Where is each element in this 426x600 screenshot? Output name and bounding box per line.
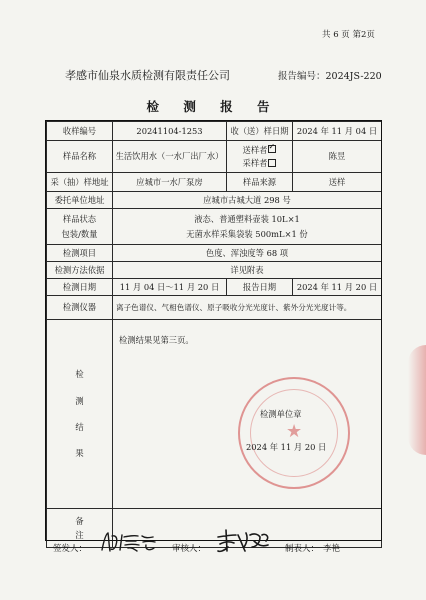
result-label-char-3: 结 <box>75 422 84 432</box>
company-name: 孝感市仙泉水质检测有限责任公司 <box>65 69 230 82</box>
test-basis-value: 详见附表 <box>113 262 382 279</box>
report-number: 报告编号：2024JS-220 <box>278 71 382 82</box>
sample-state-value-2: 无菌水样采集袋装 500mL×1 份 <box>186 228 308 239</box>
report-date-label: 报告日期 <box>227 279 293 296</box>
report-table <box>46 121 382 548</box>
preparer-name: 李艳 <box>323 544 341 554</box>
seal-star-icon: ★ <box>286 421 303 442</box>
page-number: 共 6 页 第2页 <box>322 30 375 40</box>
checkbox-checked-icon <box>268 145 276 153</box>
issuer-label: 签发人： <box>53 544 88 554</box>
reviewer-label: 审核人： <box>172 544 207 554</box>
sample-no-label: 收样编号 <box>47 122 113 141</box>
edge-seal-stamp <box>408 345 426 455</box>
instruments-value: 离子色谱仪、气相色谱仪、原子吸收分光光度计、紫外分光光度计等。 <box>113 296 382 320</box>
remarks-label-char-1: 备 <box>75 516 84 527</box>
client-address-label: 委托单位地址 <box>47 192 113 209</box>
sampling-place-value: 应城市一水厂泵房 <box>113 173 227 192</box>
sender-label: 送样者 <box>242 144 268 155</box>
test-date-label: 检测日期 <box>47 279 113 296</box>
sample-state-label-2: 包装/数量 <box>61 228 98 239</box>
sampling-place-label: 采（抽）样地址 <box>47 173 113 192</box>
sample-no-value: 20241104-1253 <box>113 122 227 141</box>
report-date-value: 2024 年 11 月 20 日 <box>293 279 382 296</box>
sample-name-label: 样品名称 <box>47 141 113 173</box>
test-date-value: 11 月 04 日～11 月 20 日 <box>113 279 227 296</box>
seal-date: 2024 年 11 月 20 日 <box>246 442 327 452</box>
receive-date-label: 收（送）样日期 <box>227 122 293 141</box>
preparer-label: 制表人： <box>285 544 320 554</box>
collector-label: 采样者 <box>242 158 268 168</box>
reviewer-signature <box>214 527 274 555</box>
sample-name-value: 生活饮用水（一水厂出厂水） <box>113 141 227 173</box>
checkbox-empty-icon <box>268 159 276 167</box>
sample-state-label-1: 样品状态 <box>62 214 97 225</box>
receive-date-value: 2024 年 11 月 04 日 <box>293 122 382 141</box>
client-address-value: 应城市古城大道 298 号 <box>113 192 382 209</box>
sender-name: 陈昱 <box>293 141 382 173</box>
result-text: 检测结果见第三页。 <box>119 335 194 345</box>
sample-source-value: 送样 <box>293 173 382 192</box>
test-items-value: 色度、浑浊度等 68 项 <box>113 245 382 262</box>
sample-state-value-1: 液态、普通塑料壶装 10L×1 <box>194 214 300 225</box>
seal-unit-label: 检测单位章 <box>260 409 302 419</box>
instruments-label: 检测仪器 <box>47 296 113 320</box>
result-label-char-2: 测 <box>75 395 84 406</box>
sample-source-label: 样品来源 <box>227 173 293 192</box>
test-basis-label: 检测方法依据 <box>47 262 113 279</box>
page-title: 检 测 报 告 <box>146 99 280 114</box>
result-label-char-4: 果 <box>75 448 84 459</box>
sample-state-label <box>47 209 113 245</box>
result-label-char-1: 检 <box>75 369 84 380</box>
remarks-label-char-2: 注 <box>75 529 84 540</box>
test-items-label: 检测项目 <box>47 245 113 262</box>
sample-state-value <box>113 209 382 245</box>
official-seal-stamp <box>238 377 350 489</box>
issuer-signature <box>98 530 160 554</box>
result-label <box>47 320 113 509</box>
sender-type-cell <box>227 141 293 173</box>
